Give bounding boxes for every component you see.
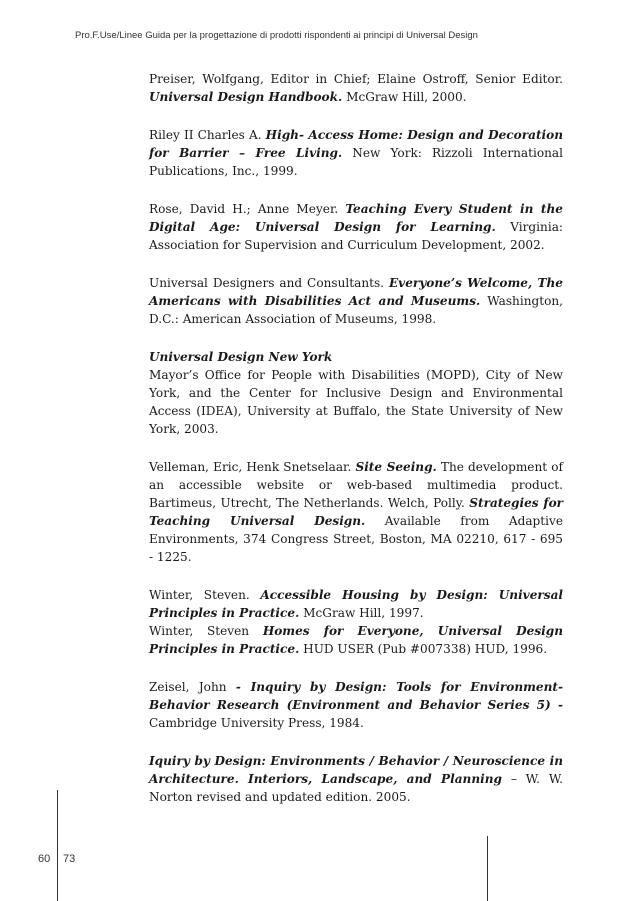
reference-title: Strategies for Teaching Universal Design.: [149, 496, 564, 528]
reference-entry: [149, 200, 563, 254]
reference-entry: [149, 586, 563, 658]
reference-line: [149, 752, 563, 806]
reference-text: – W. W. Norton revised and updated edition. 2005.: [149, 772, 563, 804]
reference-text: Winter, Steven.: [149, 588, 261, 602]
reference-text: Preiser, Wolfgang, Editor in Chief; Elaine Ostroff, Senior Editor.: [149, 72, 563, 86]
right-margin-rule: [487, 836, 488, 901]
reference-entry: [149, 458, 563, 566]
reference-text: Riley II Charles A.: [149, 128, 266, 142]
reference-text: Cambridge University Press, 1984.: [149, 716, 364, 730]
reference-line: [149, 586, 563, 622]
reference-line: [149, 348, 563, 366]
reference-text: HUD USER (Pub #007338) HUD, 1996.: [299, 642, 548, 656]
reference-title: Site Seeing.: [355, 460, 437, 474]
reference-text: The development of an accessible website or web-based multimedia product. Bartimeus, Utrecht, The Netherlands. Welch, Polly.: [149, 460, 564, 510]
reference-title: Homes for Everyone, Universal Design Principles in Practice.: [149, 624, 563, 656]
page-number-left: 60: [38, 853, 51, 865]
reference-title: Teaching Every Student in the Digital Age: Universal Design for Learning.: [149, 202, 563, 234]
reference-list: [149, 70, 563, 826]
reference-text: Rose, David H.; Anne Meyer.: [149, 202, 346, 216]
reference-text: Zeisel, John: [149, 680, 236, 694]
reference-text: New York: Rizzoli International Publications, Inc., 1999.: [149, 146, 563, 178]
reference-line: [149, 458, 563, 566]
reference-entry: [149, 70, 563, 106]
reference-text: Velleman, Eric, Henk Snetselaar.: [149, 460, 356, 474]
reference-text: Winter, Steven: [149, 624, 263, 638]
reference-title: Universal Design Handbook.: [149, 90, 343, 104]
reference-entry: [149, 348, 563, 438]
reference-entry: [149, 678, 563, 732]
reference-entry: [149, 274, 563, 328]
reference-entry: [149, 752, 563, 806]
reference-title: Iquiry by Design: Environments / Behavior / Neuroscience in Architecture. Interiors, Landscape, and Planning: [149, 754, 563, 786]
reference-title: Universal Design New York: [149, 350, 333, 364]
left-margin-rule: [57, 790, 58, 901]
reference-title: - Inquiry by Design: Tools for Environment-Behavior Research (Environment and Behavior Series 5) -: [149, 680, 564, 712]
reference-text: Universal Designers and Consultants.: [149, 276, 389, 290]
reference-text: McGraw Hill, 2000.: [342, 90, 467, 104]
reference-line: [149, 622, 563, 658]
reference-text: Washington, D.C.: American Association of Museums, 1998.: [149, 294, 563, 326]
reference-text: Mayor’s Office for People with Disabilities (MOPD), City of New York, and the Center for Inclusive Design and Environmental Access (IDEA), University at Buffalo, the State University of New York, 2003.: [149, 368, 563, 436]
reference-line: [149, 126, 563, 180]
reference-line: [149, 678, 563, 732]
reference-text: Available from Adaptive Environments, 374 Congress Street, Boston, MA 02210, 617 - 695 - 1225.: [149, 514, 563, 564]
reference-title: Accessible Housing by Design: Universal Principles in Practice.: [149, 588, 563, 620]
reference-title: High- Access Home: Design and Decoration for Barrier – Free Living.: [149, 128, 563, 160]
page-number-right: 73: [63, 853, 76, 865]
reference-line: [149, 200, 563, 254]
reference-text: McGraw Hill, 1997.: [299, 606, 424, 620]
reference-line: [149, 274, 563, 328]
running-header: Pro.F.Use/Linee Guida per la progettazione di prodotti rispondenti ai principi di Universal Design: [75, 30, 478, 41]
reference-text: Virginia: Association for Supervision and Curriculum Development, 2002.: [149, 220, 563, 252]
reference-line: [149, 366, 563, 438]
reference-entry: [149, 126, 563, 180]
reference-title: Everyone’s Welcome, The Americans with Disabilities Act and Museums.: [149, 276, 563, 308]
reference-line: [149, 70, 563, 106]
